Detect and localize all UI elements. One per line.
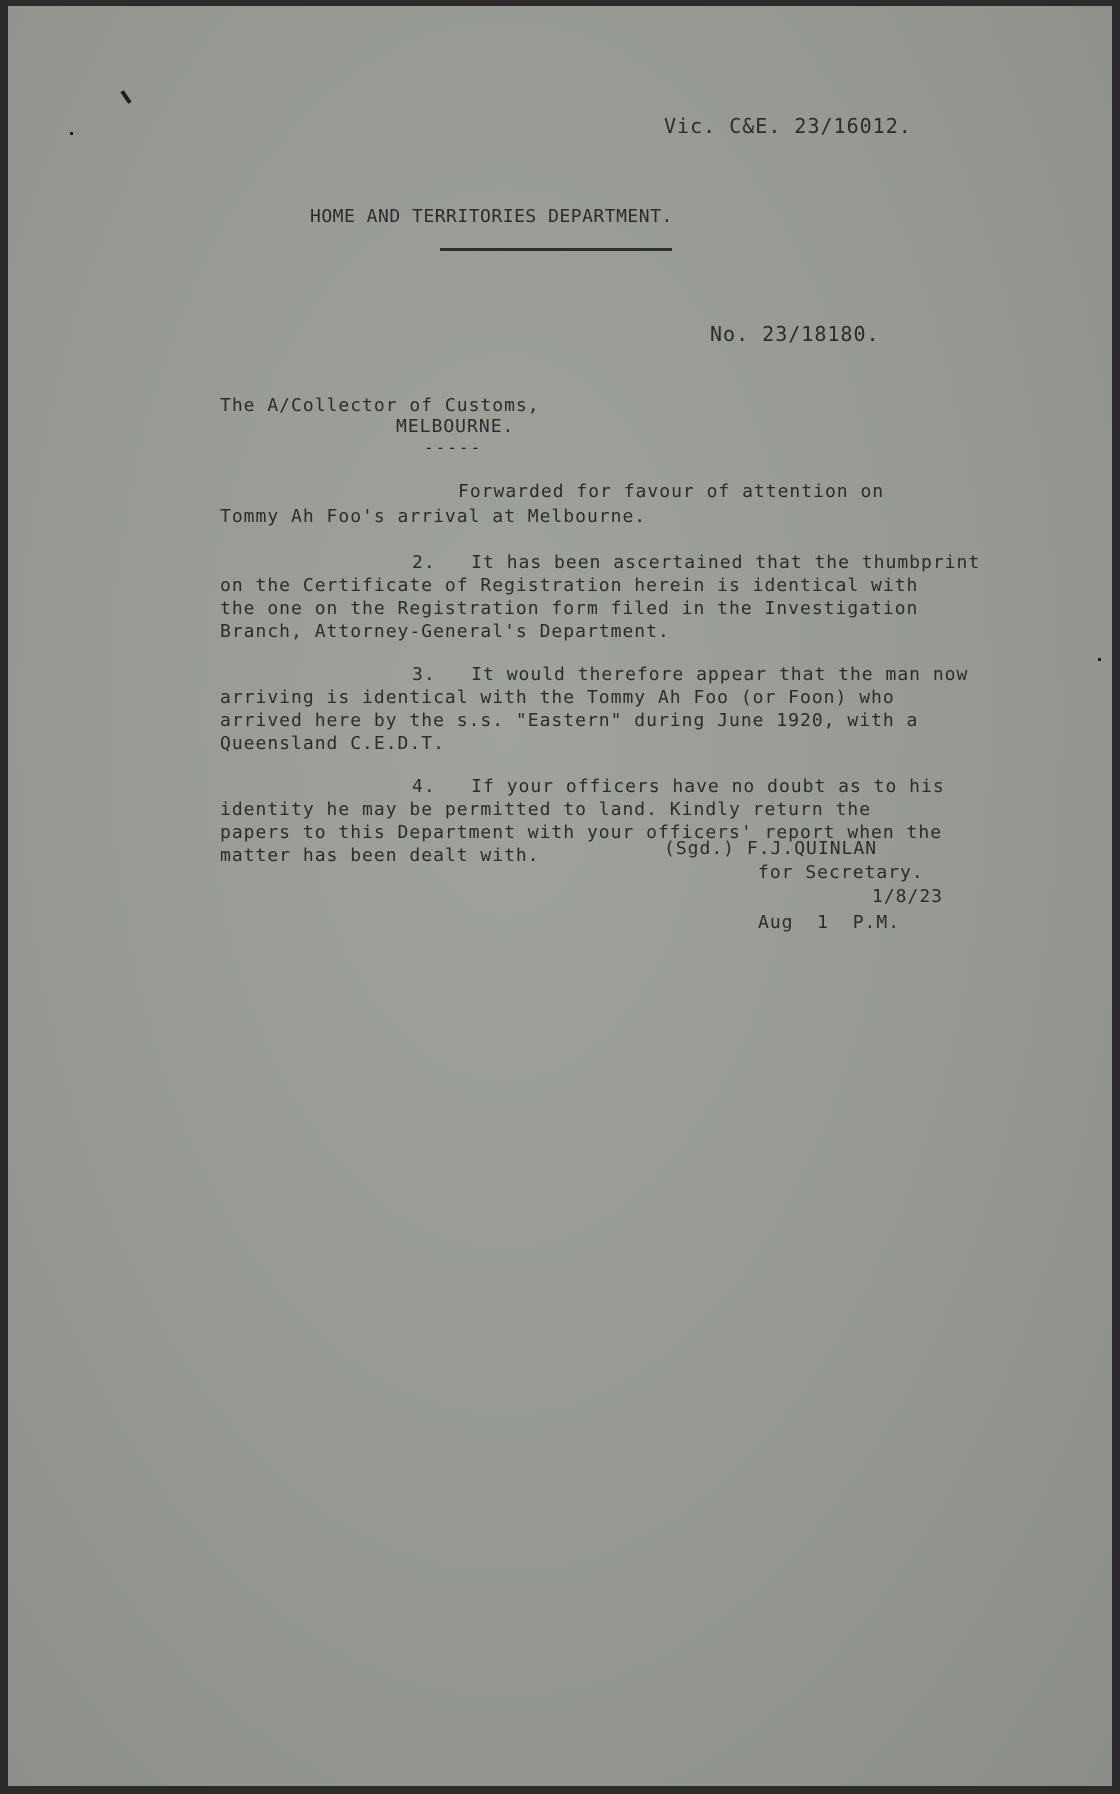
file-reference: Vic. C&E. 23/16012. [664, 114, 912, 138]
ink-mark [120, 90, 131, 104]
para3-line: 3. It would therefore appear that the man now [412, 664, 969, 685]
ink-dot [1098, 658, 1101, 661]
para3-line: Queensland C.E.D.T. [220, 733, 445, 754]
addressee-title: The A/Collector of Customs, [220, 395, 540, 416]
para3-line: arriving is identical with the Tommy Ah Foo (or Foon) who [220, 687, 895, 708]
para2-line: Branch, Attorney-General's Department. [220, 621, 670, 642]
heading-underline [440, 248, 672, 251]
addressee-city: MELBOURNE. [396, 416, 515, 437]
department-heading: HOME AND TERRITORIES DEPARTMENT. [310, 206, 673, 227]
for-secretary-line: for Secretary. [758, 862, 924, 883]
para4-line: matter has been dealt with. [220, 845, 540, 866]
para4-line: identity he may be permitted to land. Kindly return the [220, 799, 872, 820]
para4-line: papers to this Department with your officers' report when the [220, 822, 943, 843]
separator-dashes: ----- [424, 438, 483, 457]
para3-line: arrived here by the s.s. "Eastern" during June 1920, with a [220, 710, 919, 731]
para2-line: 2. It has been ascertained that the thumbprint [412, 552, 981, 573]
para1-line: Forwarded for favour of attention on [458, 481, 885, 502]
signature-date: 1/8/23 [872, 886, 944, 907]
para2-line: the one on the Registration form filed in the Investigation [220, 598, 919, 619]
document-page [8, 6, 1112, 1786]
signature-line: (Sgd.) F.J.QUINLAN [664, 838, 878, 859]
ink-dot [70, 132, 73, 135]
received-stamp: Aug 1 P.M. [758, 912, 901, 933]
para1-line: Tommy Ah Foo's arrival at Melbourne. [220, 506, 647, 527]
document-number: No. 23/18180. [710, 322, 880, 346]
para2-line: on the Certificate of Registration herein is identical with [220, 575, 919, 596]
para4-line: 4. If your officers have no doubt as to his [412, 776, 945, 797]
